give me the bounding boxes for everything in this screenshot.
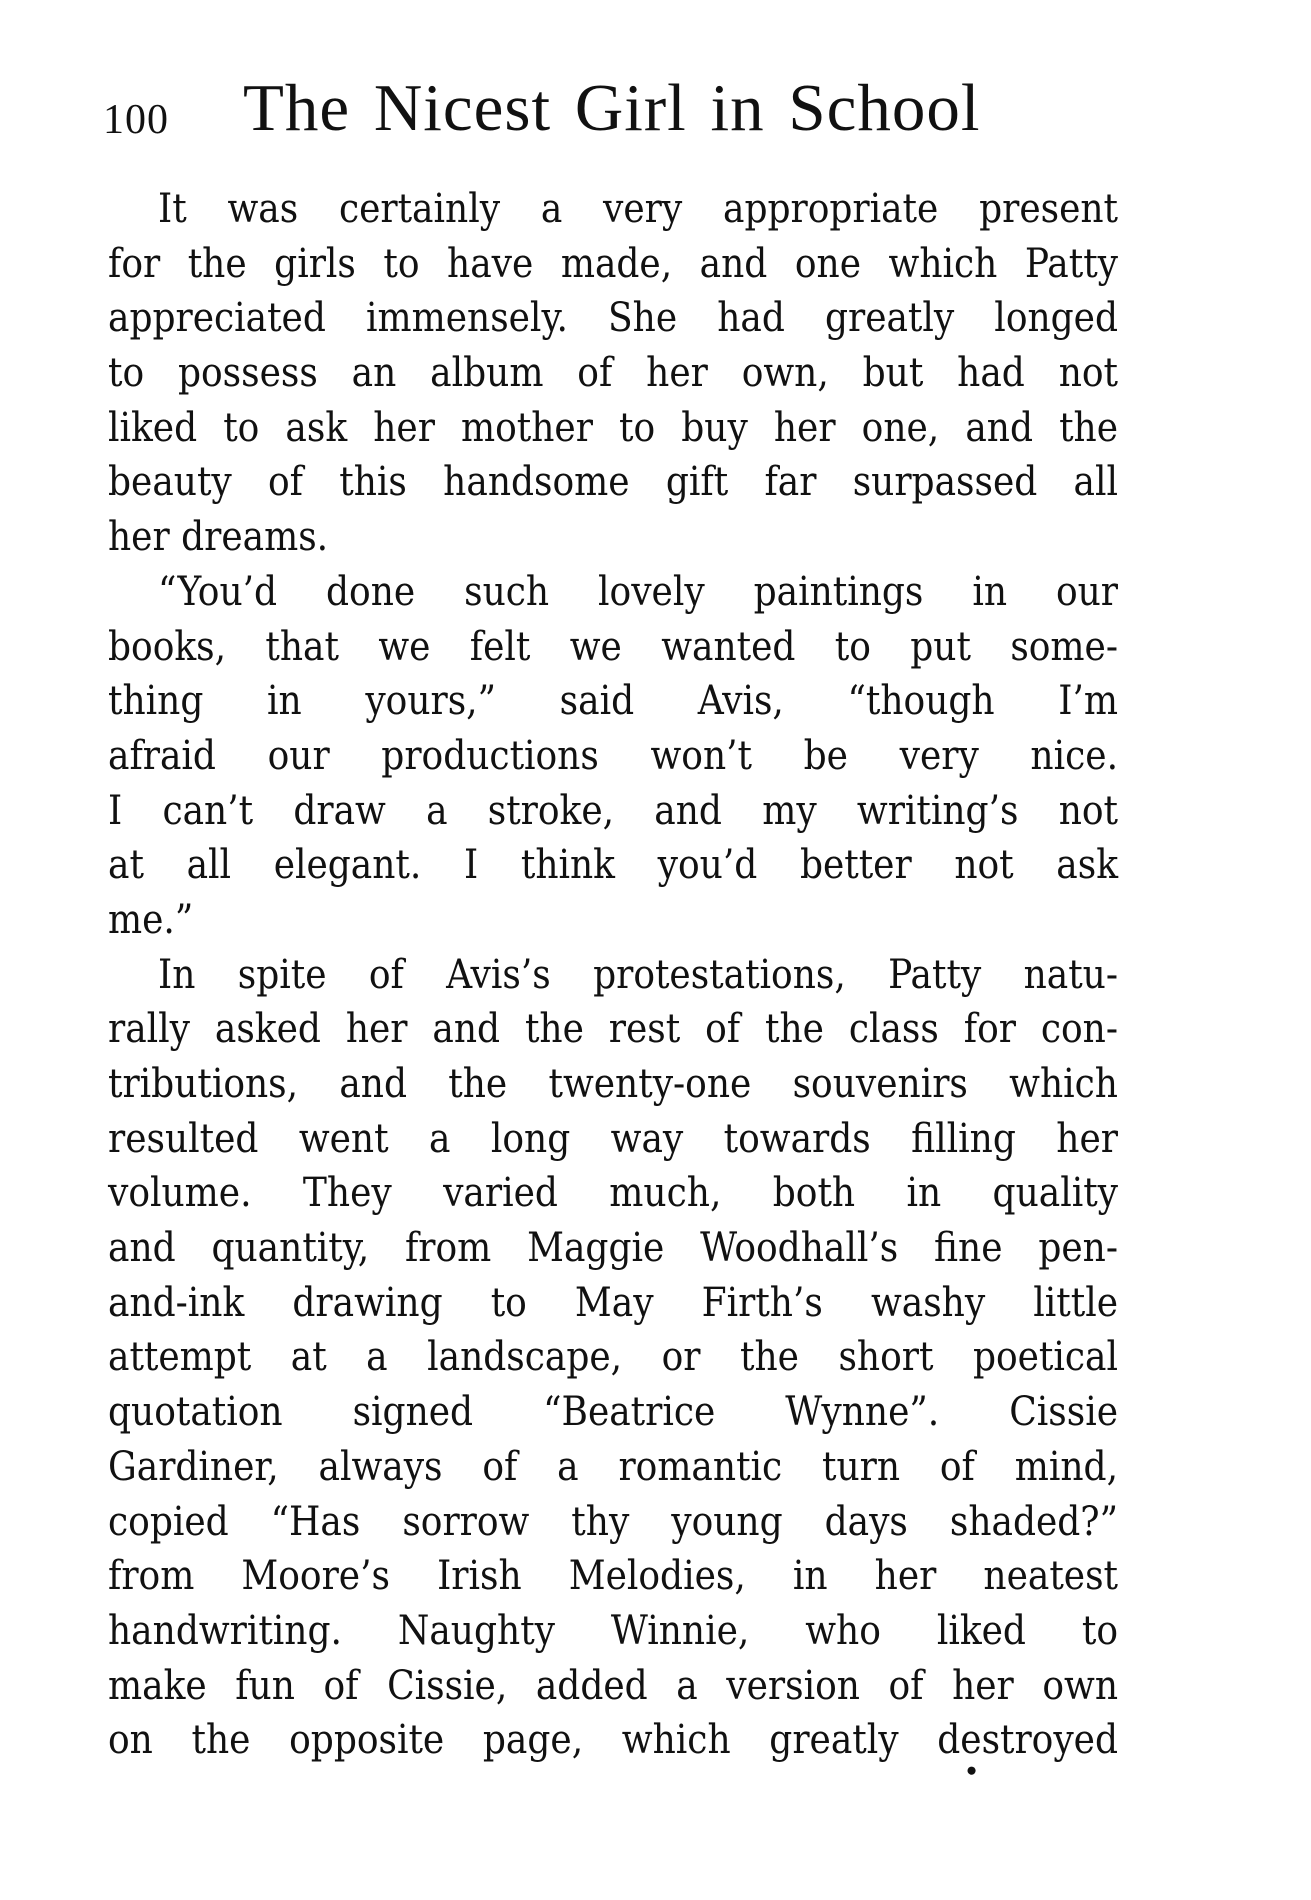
text-line: handwriting. Naughty Winnie, who liked to (108, 1607, 1118, 1654)
text-line: volume. They varied much, both in quality (108, 1170, 1118, 1217)
text-line: tributions, and the twenty-one souvenirs which (108, 1061, 1118, 1107)
page-number: 100 (103, 97, 169, 143)
running-head (103, 70, 1113, 150)
text-line: beauty of this handsome gift far surpassed all (108, 459, 1118, 506)
text-line: quotation signed “Beatrice Wynne”. Cissie (108, 1389, 1118, 1436)
text-line: I can’t draw a stroke, and my writing’s not (108, 787, 1118, 834)
text-line: for the girls to have made, and one which Patty (108, 240, 1118, 287)
body-text (108, 182, 1118, 1768)
text-line: and-ink drawing to May Firth’s washy little (108, 1279, 1118, 1326)
paragraph (108, 182, 1118, 565)
text-line: appreciated immensely. She had greatly longed (108, 295, 1118, 342)
ink-speck: • (957, 1753, 985, 1790)
text-line: her dreams. (108, 514, 329, 561)
book-title: The Nicest Girl in School (243, 71, 981, 145)
text-line: thing in yours,” said Avis, “though I’m (108, 678, 1118, 725)
text-line: rally asked her and the rest of the class for con- (108, 1006, 1118, 1053)
text-line: In spite of Avis’s protestations, Patty natu- (158, 951, 1118, 998)
text-line: and quantity, from Maggie Woodhall’s fine pen- (108, 1225, 1118, 1272)
text-line: resulted went a long way towards filling her (108, 1115, 1118, 1162)
text-line: liked to ask her mother to buy her one, and the (108, 404, 1118, 451)
text-line: copied “Has sorrow thy young days shaded?” (108, 1498, 1118, 1545)
text-line: make fun of Cissie, added a version of her own (108, 1662, 1118, 1709)
text-line: to possess an album of her own, but had not (108, 350, 1118, 397)
text-line: from Moore’s Irish Melodies, in her neatest (108, 1553, 1118, 1600)
text-line: books, that we felt we wanted to put some- (108, 623, 1118, 670)
paragraph (108, 565, 1118, 948)
text-line: on the opposite page, which greatly destroyed (108, 1717, 1118, 1764)
text-line: at all elegant. I think you’d better not ask (108, 842, 1118, 889)
text-line: afraid our productions won’t be very nice. (108, 732, 1118, 779)
text-line: “You’d done such lovely paintings in our (158, 568, 1118, 615)
text-line: me.” (108, 896, 194, 943)
text-line: It was certainly a very appropriate present (158, 186, 1118, 232)
text-line: Gardiner, always of a romantic turn of mind, (108, 1443, 1118, 1490)
paragraph (108, 948, 1118, 1768)
text-line: attempt at a landscape, or the short poetical (108, 1334, 1118, 1381)
